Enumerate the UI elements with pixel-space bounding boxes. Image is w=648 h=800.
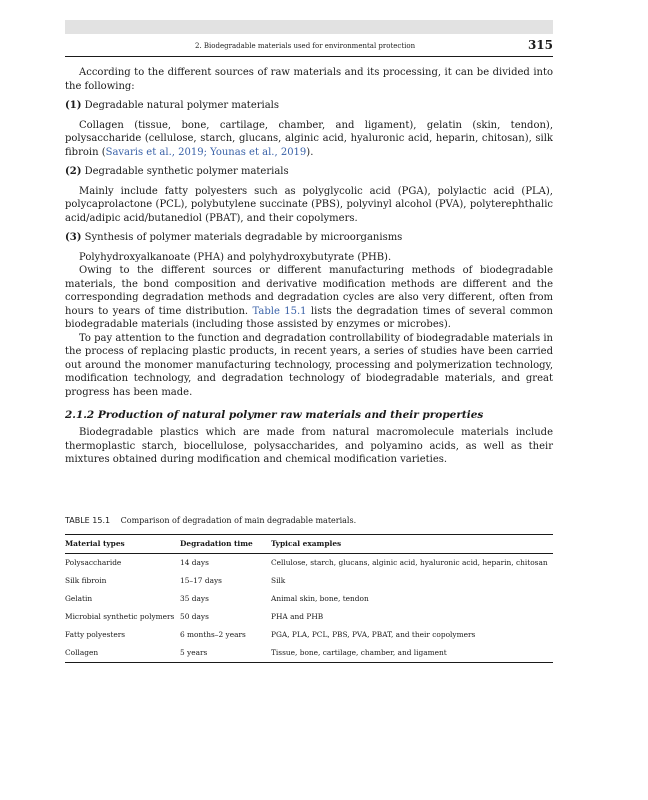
item-number: (1) <box>65 100 82 111</box>
column-header: Typical examples <box>271 539 342 548</box>
column-header: Degradation time <box>180 539 253 548</box>
table-cell: 14 days <box>180 558 209 567</box>
table-cell: Fatty polyesters <box>65 630 126 639</box>
list-item-3-heading <box>65 231 553 245</box>
item-title: Synthesis of polymer materials degradable by microorganisms <box>84 232 403 243</box>
table-row <box>65 572 553 590</box>
degradation-text: Owing to the different sources or different manufacturing methods of biodegradable materials, the bond composition and derivative modification methods are different and the corresponding degradation methods and degradation cycles are also very different, often from hours to years of time distribution. <box>65 265 553 317</box>
body-text <box>65 66 553 467</box>
function-paragraph: To pay attention to the function and degradation controllability of biodegradable materials in the process of replacing plastic products, in recent years, a series of studies have been carried out around the monomer manufacturing technology, processing and polymerization technology, modification technology, and degradation technology of biodegradable materials, and great progress has been made. <box>65 332 553 398</box>
table-cell: 50 days <box>180 612 209 621</box>
degradation-table <box>65 534 553 663</box>
section-paragraph: Biodegradable plastics which are made from natural macromolecule materials include thermoplastic starch, biocellulose, polysaccharides, and polyamino acids, as well as their mixtures obtained during modification and chemical modification varieties. <box>65 427 553 465</box>
table-cell: Microbial synthetic polymers <box>65 612 175 621</box>
degradation-text-end: lists the degradation times of several common biodegradable materials (including those assisted by enzymes or microbes). <box>65 305 553 330</box>
table-cell: Silk fibroin <box>65 576 107 585</box>
table-row <box>65 626 553 644</box>
item-text: Collagen (tissue, bone, cartilage, chamber, and ligament), gelatin (skin, tendon), polysaccharide (cellulose, starch, glucans, alginic acid, hyaluronic acid, heparin, chitosan), silk fibroin ( <box>65 119 553 158</box>
table-cell: Gelatin <box>65 594 93 603</box>
citation-link[interactable]: Savaris et al., 2019; Younas et al., 2019 <box>105 146 307 158</box>
table-row <box>65 554 553 573</box>
top-gray-bar <box>65 20 553 34</box>
list-item-2-text: Mainly include fatty polyesters such as polyglycolic acid (PGA), polylactic acid (PLA), polycaprolactone (PCL), polybutylene succinate (PBS), polyvinyl alcohol (PVA), polyterephthalic acid/adipic acid/butanediol (PBAT), and their copolymers. <box>65 185 553 224</box>
item-title: Degradable natural polymer materials <box>84 100 280 111</box>
item-number: (2) <box>65 166 82 177</box>
table-cell: Cellulose, starch, glucans, alginic acid, hyaluronic acid, heparin, chitosan <box>271 558 548 567</box>
table-cell: Collagen <box>65 648 99 657</box>
running-title: 2. Biodegradable materials used for environmental protection <box>195 42 416 50</box>
list-item-3-text: Polyhydroxyalkanoate (PHA) and polyhydroxybutyrate (PHB). <box>79 251 392 263</box>
page-number: 315 <box>527 38 553 52</box>
table-row <box>65 608 553 626</box>
table-cell: Tissue, bone, cartilage, chamber, and ligament <box>271 648 447 657</box>
item-title: Degradable synthetic polymer materials <box>84 166 289 177</box>
item-number: (3) <box>65 232 82 243</box>
table-cell: Silk <box>271 576 286 585</box>
table-cell: PGA, PLA, PCL, PBS, PVA, PBAT, and their copolymers <box>271 630 476 639</box>
table-cell: 15–17 days <box>180 576 222 585</box>
table-row <box>65 644 553 663</box>
item-text-end: ). <box>306 146 314 158</box>
running-header <box>65 38 553 57</box>
table-header-row <box>65 535 553 554</box>
table-cell: 5 years <box>180 648 208 657</box>
list-item-1-text <box>65 119 553 160</box>
table-reference-link[interactable]: Table 15.1 <box>252 305 307 317</box>
table-cell: PHA and PHB <box>271 612 324 621</box>
intro-paragraph: According to the different sources of raw materials and its processing, it can be divided into the following: <box>65 67 553 92</box>
table-cell: 35 days <box>180 594 209 603</box>
table-cell: Animal skin, bone, tendon <box>271 594 369 603</box>
table-label: TABLE 15.1 <box>65 516 111 525</box>
section-heading: 2.1.2 Production of natural polymer raw materials and their properties <box>65 409 484 421</box>
table-caption-text: Comparison of degradation of main degradable materials. <box>120 516 357 525</box>
list-item-2-heading <box>65 165 553 179</box>
table-cell: 6 months–2 years <box>180 630 246 639</box>
table-row <box>65 590 553 608</box>
list-item-1-heading <box>65 99 553 113</box>
table-caption <box>65 516 356 525</box>
column-header: Material types <box>65 539 125 548</box>
degradation-paragraph <box>65 264 553 332</box>
table-cell: Polysaccharide <box>65 558 122 567</box>
